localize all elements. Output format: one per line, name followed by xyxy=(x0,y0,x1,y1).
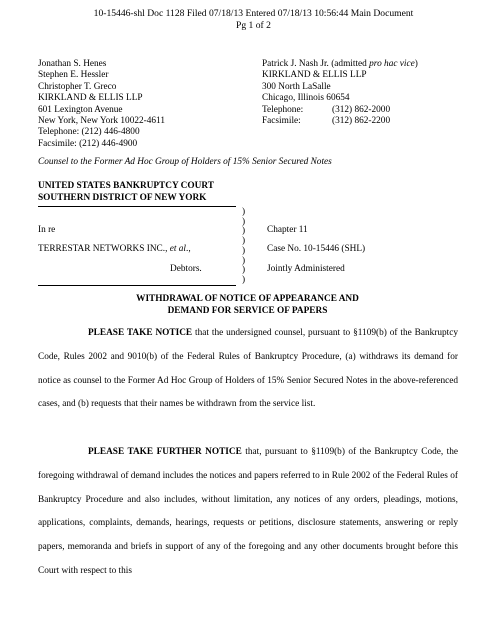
facsimile-line xyxy=(38,139,165,150)
docket-header-line: 10-15446-shl Doc 1128 Filed 07/18/13 Entered 07/18/13 10:56:44 Main Document xyxy=(93,8,414,19)
paren: ) xyxy=(242,207,246,217)
paragraph xyxy=(38,322,458,417)
facsimile-value: (312) 862-2200 xyxy=(332,116,391,127)
counsel-line: Counsel to the Former Ad Hoc Group of Holders of 15% Senior Secured Notes xyxy=(38,157,332,167)
court-district: SOUTHERN DISTRICT OF NEW YORK xyxy=(38,192,207,203)
in-re-label: In re xyxy=(38,225,56,235)
attorney-line xyxy=(262,59,418,70)
paragraph-lead: PLEASE TAKE NOTICE xyxy=(88,328,193,338)
paren: ) xyxy=(242,255,246,266)
left-attorney-block xyxy=(38,59,165,150)
paren: ) xyxy=(242,245,246,256)
right-attorney-block xyxy=(262,59,418,127)
court-name: UNITED STATES BANKRUPTCY COURT xyxy=(38,181,214,191)
telephone-label: Telephone: xyxy=(38,127,80,138)
telephone-value: (212) 446-4800 xyxy=(81,127,140,138)
address-line: New York, New York 10022-4611 xyxy=(38,116,165,127)
paren: ) xyxy=(242,265,246,276)
et-al: et al xyxy=(169,244,187,254)
body-paragraph-2 xyxy=(38,441,458,584)
title-line: WITHDRAWAL OF NOTICE OF APPEARANCE AND xyxy=(136,294,359,304)
caption-top-rule xyxy=(38,206,236,207)
paragraph-text: that, pursuant to §1109(b) of the Bankruptcy Code, the foregoing withdrawal of demand includes the notices and papers referred to in Rule 2002 of the Federal Rules of Bankruptcy Procedure and also includes, without limitation, any notices of any orders, pleadings, motions, applications, complaints, demands, hearings, requests or petitions, disclosure statements, answering or reply papers, memoranda and briefs in support of any of the foregoing and any other documents brought before this Court with respect to this xyxy=(38,447,459,576)
telephone-label: Telephone: xyxy=(262,104,304,115)
attorney-line: Christopher T. Greco xyxy=(38,81,117,92)
attorney-name: Patrick J. Nash Jr. (admitted xyxy=(262,59,370,69)
pro-hac-vice: pro hac vice xyxy=(369,59,415,69)
page-count: Pg 1 of 2 xyxy=(236,20,271,31)
telephone-line xyxy=(38,127,165,138)
paren: ) xyxy=(242,274,246,285)
et-al-punct: ., xyxy=(186,244,191,254)
firm-name: KIRKLAND & ELLIS LLP xyxy=(38,93,143,104)
caption-bottom-rule xyxy=(38,285,236,286)
address-line: 300 North LaSalle xyxy=(262,81,331,92)
address-line: 601 Lexington Avenue xyxy=(38,104,123,115)
address-line: Chicago, Illinois 60654 xyxy=(262,93,350,104)
caption-parens xyxy=(242,208,250,286)
case-number: Case No. 10-15446 (SHL) xyxy=(267,244,366,254)
body-paragraph-1 xyxy=(38,322,458,417)
attorney-line: Stephen E. Hessler xyxy=(38,70,109,81)
document-title xyxy=(40,294,455,317)
debtor-name xyxy=(38,244,191,254)
firm-name: KIRKLAND & ELLIS LLP xyxy=(262,70,367,81)
paragraph-lead: PLEASE TAKE FURTHER NOTICE xyxy=(88,447,242,457)
telephone-line xyxy=(262,105,418,116)
facsimile-line xyxy=(262,116,418,127)
facsimile-label: Facsimile: xyxy=(262,116,301,127)
paragraph-text: that the undersigned counsel, pursuant to §1109(b) of the Bankruptcy Code, Rules 2002 and 9010(b) of the Federal Rules of Bankruptcy Procedure, (a) withdraws its demand for notice as counsel to the Former Ad Hoc Group of Holders of 15% Senior Secured Notes in the above-referenced cases, and (b) requests that their names be withdrawn from the service list. xyxy=(38,328,458,410)
jointly-administered: Jointly Administered xyxy=(267,264,345,274)
paren: ) xyxy=(242,226,246,237)
paren: ) xyxy=(242,236,246,247)
debtors-label: Debtors. xyxy=(170,264,202,274)
facsimile-value: (212) 446-4900 xyxy=(79,138,138,149)
closing-paren: ) xyxy=(414,59,418,69)
paragraph xyxy=(38,441,458,584)
court-heading xyxy=(38,181,214,204)
chapter: Chapter 11 xyxy=(267,225,308,235)
debtor-name-text: TERRESTAR NETWORKS INC., xyxy=(38,244,170,254)
docket-header xyxy=(26,8,481,32)
attorney-line: Jonathan S. Henes xyxy=(38,59,107,69)
facsimile-label: Facsimile: xyxy=(38,138,77,149)
paren: ) xyxy=(242,216,246,227)
telephone-value: (312) 862-2000 xyxy=(332,104,391,115)
title-line: DEMAND FOR SERVICE OF PAPERS xyxy=(167,305,328,316)
